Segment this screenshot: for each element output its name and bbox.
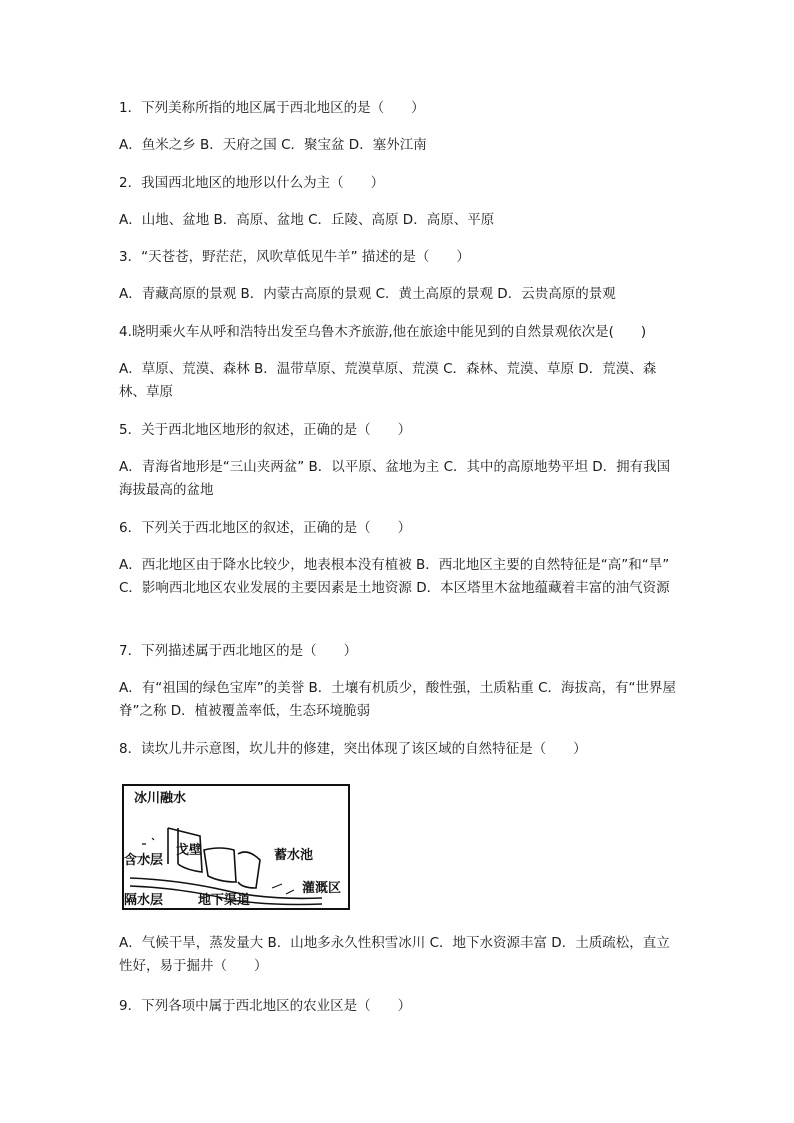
- question-1-stem: 1．下列美称所指的地区属于西北地区的是（ ）: [119, 100, 425, 116]
- question-6-stem: 6．下列关于西北地区的叙述，正确的是（ ）: [119, 520, 412, 536]
- question-3-stem: 3．“天苍苍，野茫茫，风吹草低见牛羊” 描述的是（ ）: [119, 249, 470, 265]
- label-glacier-meltwater: 冰川融水: [134, 791, 187, 806]
- question-4-options: A．草原、荒漠、森林 B．温带草原、荒漠草原、荒漠 C．森林、荒漠、草原 D．荒漠、森林、草原: [119, 361, 657, 400]
- label-aquiclude: 隔水层: [124, 893, 164, 908]
- question-3-options: A．青藏高原的景观 B．内蒙古高原的景观 C．黄土高原的景观 D．云贵高原的景观: [119, 286, 616, 302]
- question-5-stem: 5．关于西北地区地形的叙述，正确的是（ ）: [119, 422, 412, 438]
- question-4-stem: 4.晓明乘火车从呼和浩特出发至乌鲁木齐旅游,他在旅途中能见到的自然景观依次是( ): [119, 324, 647, 340]
- question-2-options: A．山地、盆地 B．高原、盆地 C．丘陵、高原 D．高原、平原: [119, 212, 495, 228]
- question-8-stem: 8．读坎儿井示意图，坎儿井的修建，突出体现了该区域的自然特征是（ ）: [119, 741, 587, 757]
- label-aquifer: 含水层: [124, 853, 164, 868]
- label-reservoir: 蓄水池: [274, 848, 314, 863]
- question-7-options: A．有“祖国的绿色宝库”的美誉 B．土壤有机质少，酸性强，土质粘重 C．海拔高，有“世界屋脊”之称 D．植被覆盖率低，生态环境脆弱: [119, 680, 676, 719]
- question-9-stem: 9．下列各项中属于西北地区的农业区是（ ）: [119, 998, 412, 1014]
- karez-diagram: [122, 784, 350, 910]
- question-6-options: A．西北地区由于降水比较少，地表根本没有植被 B．西北地区主要的自然特征是“高”和“旱” C．影响西北地区农业发展的主要因素是土地资源 D．本区塔里木盆地蕴藏着丰富的油气资源: [119, 557, 670, 596]
- question-8-options: A．气候干旱，蒸发量大 B．山地多永久性积雪冰川 C．地下水资源丰富 D．土质疏松，直立性好，易于掘井（ ）: [119, 935, 670, 974]
- label-gobi: 戈壁: [176, 843, 203, 858]
- label-irrigation-area: 灌溉区: [302, 881, 342, 896]
- question-5-options: A．青海省地形是“三山夹两盆” B．以平原、盆地为主 C．其中的高原地势平坦 D．拥有我国海拔最高的盆地: [119, 459, 671, 498]
- question-1-options: A．鱼米之乡 B．天府之国 C．聚宝盆 D．塞外江南: [119, 137, 427, 153]
- question-7-stem: 7．下列描述属于西北地区的是（ ）: [119, 643, 358, 659]
- label-underground-channel: 地下渠道: [198, 893, 251, 908]
- question-2-stem: 2．我国西北地区的地形以什么为主（ ）: [119, 175, 385, 191]
